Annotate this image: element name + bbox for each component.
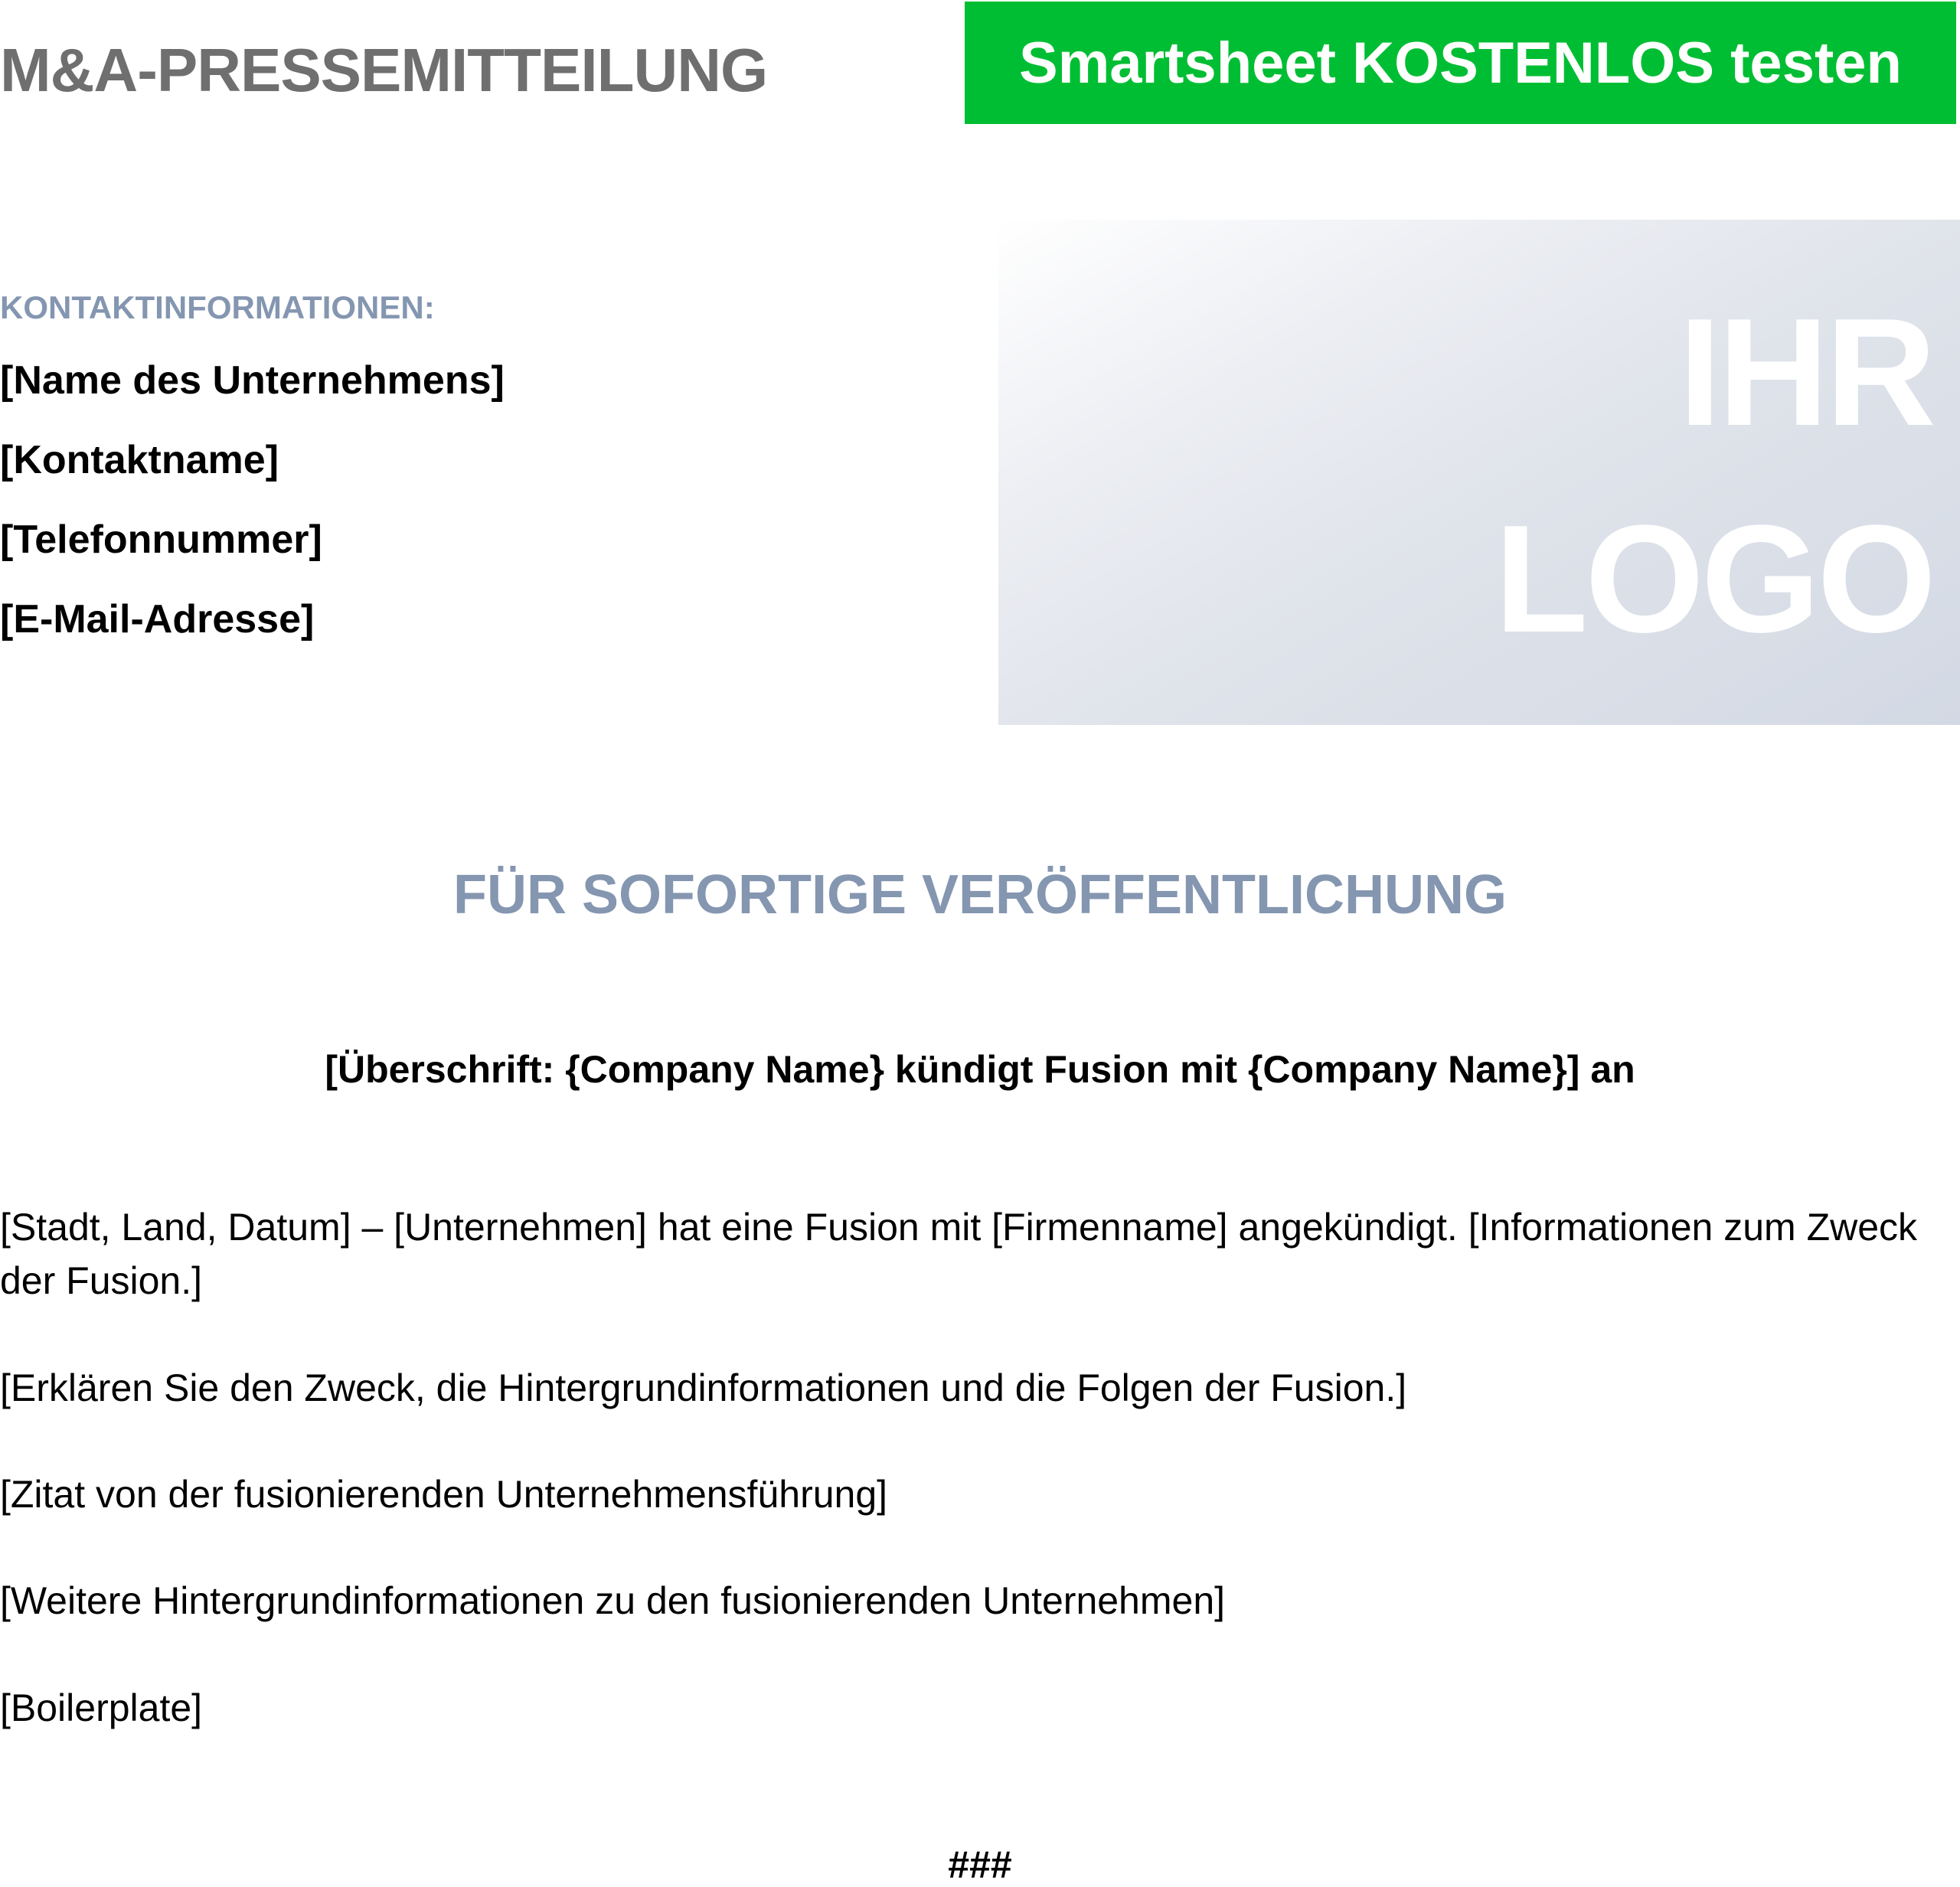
body-paragraph-quote: [Zitat von der fusionierenden Unternehmensführung] bbox=[0, 1473, 888, 1516]
document-title: M&A-PRESSEMITTEILUNG bbox=[0, 36, 768, 104]
logo-text-line1: IHR bbox=[1678, 287, 1933, 458]
contact-phone-number: [Telefonnummer] bbox=[0, 517, 322, 562]
logo-placeholder bbox=[998, 220, 1960, 725]
end-of-release-mark: ### bbox=[948, 1843, 1012, 1886]
contact-email-address: [E-Mail-Adresse] bbox=[0, 597, 315, 642]
body-paragraph-boilerplate: [Boilerplate] bbox=[0, 1686, 203, 1729]
body-paragraph-purpose: [Erklären Sie den Zweck, die Hintergrundinformationen und die Folgen der Fusion.] bbox=[0, 1366, 1407, 1409]
contact-company-name: [Name des Unternehmens] bbox=[0, 358, 505, 403]
try-smartsheet-free-button[interactable]: Smartsheet KOSTENLOS testen bbox=[965, 2, 1956, 124]
release-heading: FÜR SOFORTIGE VERÖFFENTLICHUNG bbox=[453, 864, 1507, 926]
contact-info-heading: KONTAKTINFORMATIONEN: bbox=[0, 289, 435, 325]
body-paragraph-intro: [Stadt, Land, Datum] – [Unternehmen] hat eine Fusion mit [Firmenname] angekündigt. [Informationen zum Zweck der Fusion.] bbox=[0, 1206, 1918, 1302]
body-paragraph-background: [Weitere Hintergrundinformationen zu den fusionierenden Unternehmen] bbox=[0, 1579, 1226, 1622]
contact-person-name: [Kontaktname] bbox=[0, 438, 279, 482]
press-headline: [Überschrift: {Company Name} kündigt Fusion mit {Company Name}] an bbox=[325, 1048, 1635, 1091]
logo-text-line2: LOGO bbox=[1494, 494, 1933, 664]
